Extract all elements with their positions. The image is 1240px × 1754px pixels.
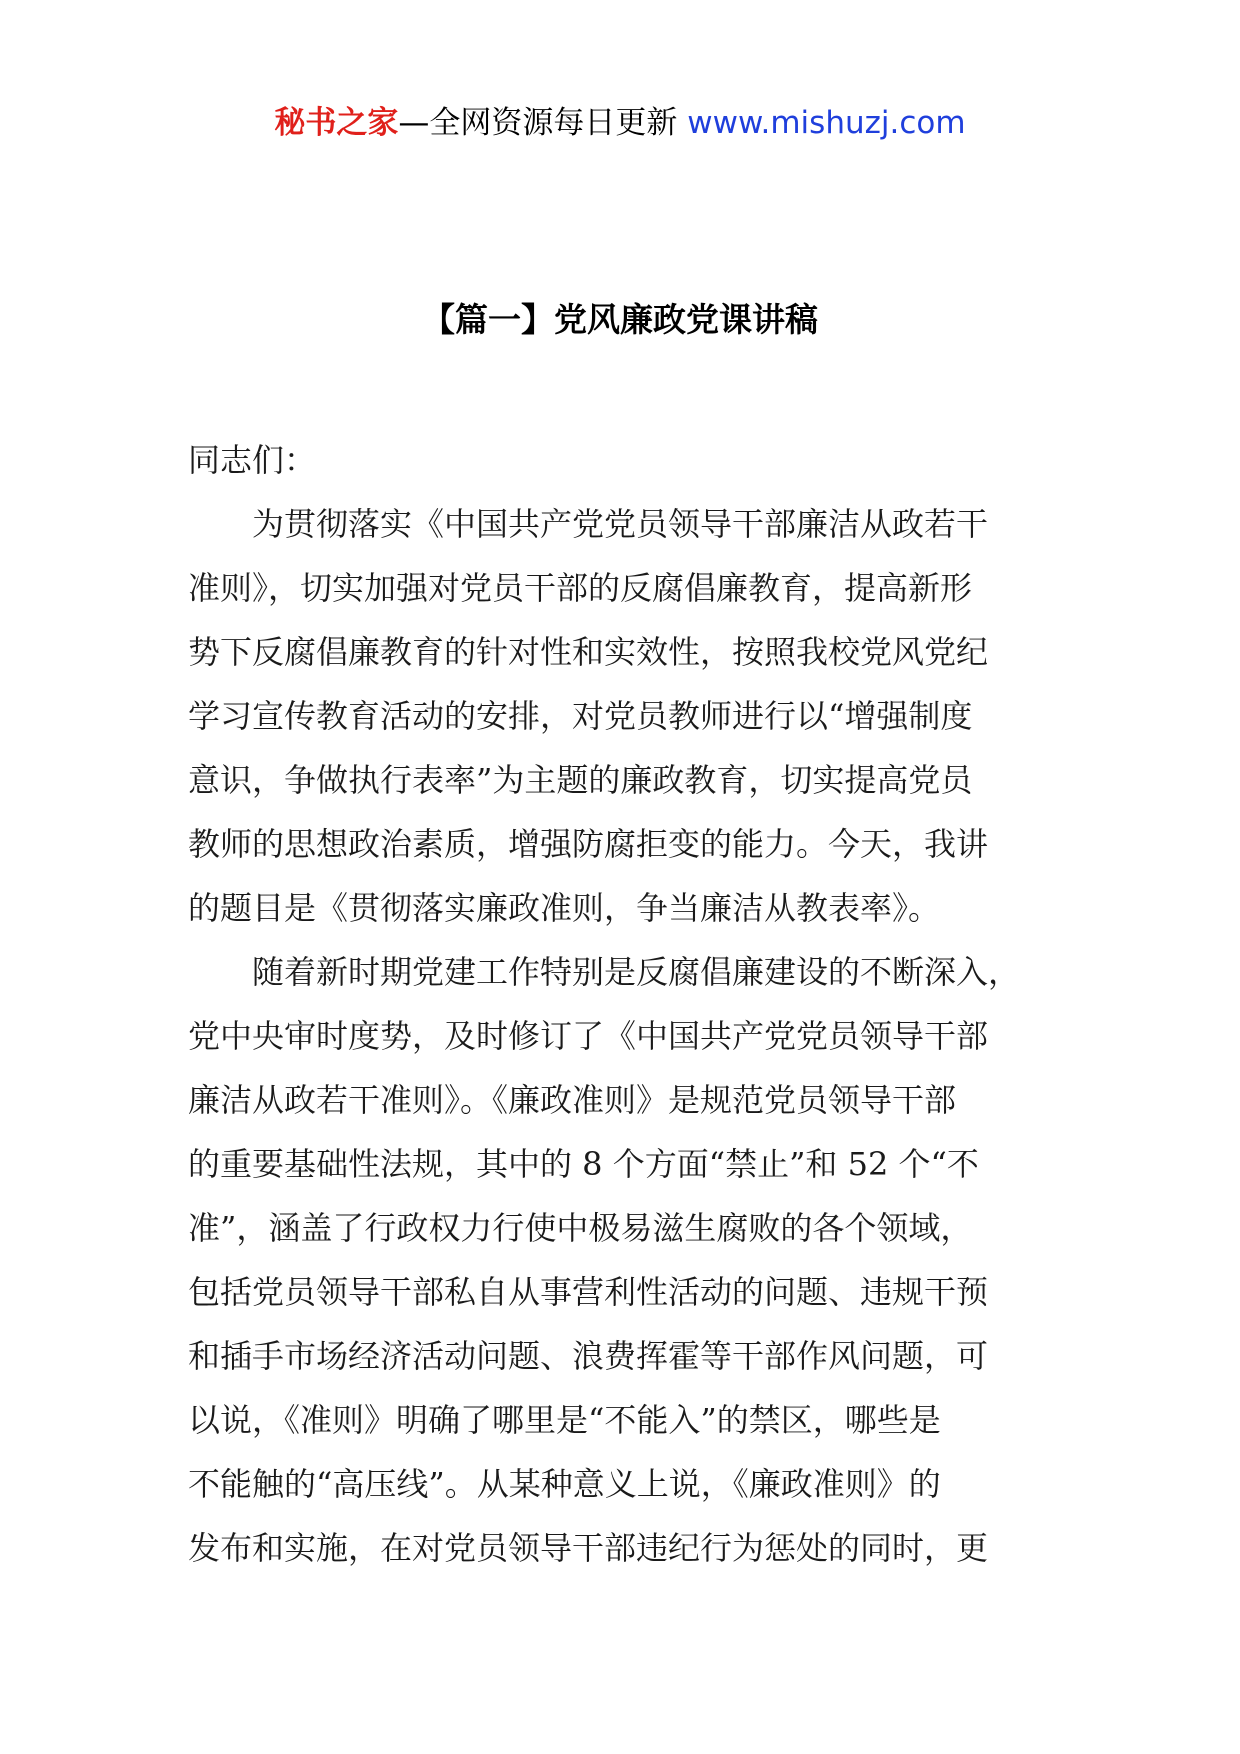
paragraph-line: 廉洁从政若干准则》。《廉政准则》是规范党员领导干部 bbox=[188, 1081, 957, 1119]
paragraph-line: 不能触的“高压线”。从某种意义上说，《廉政准则》的 bbox=[188, 1465, 941, 1503]
paragraph-line: 准则》，切实加强对党员干部的反腐倡廉教育，提高新形 bbox=[188, 569, 973, 607]
site-header bbox=[0, 100, 1240, 146]
paragraph-line: 党中央审时度势，及时修订了《中国共产党党员领导干部 bbox=[188, 1017, 989, 1055]
paragraph-line: 意识，争做执行表率”为主题的廉政教育，切实提高党员 bbox=[188, 761, 973, 799]
paragraph-line: 和插手市场经济活动问题、浪费挥霍等干部作风问题，可 bbox=[188, 1337, 989, 1375]
paragraph-line: 的重要基础性法规，其中的 8 个方面“禁止”和 52 个“不 bbox=[188, 1145, 979, 1183]
paragraph-line: 势下反腐倡廉教育的针对性和实效性，按照我校党风党纪 bbox=[188, 633, 989, 671]
paragraph-line: 的题目是《贯彻落实廉政准则，争当廉洁从教表率》。 bbox=[188, 889, 941, 927]
paragraph-line: 随着新时期党建工作特别是反腐倡廉建设的不断深入， bbox=[252, 953, 1021, 991]
site-name: 秘书之家 bbox=[274, 105, 399, 141]
site-tagline: —全网资源每日更新 bbox=[398, 105, 678, 141]
paragraph-line: 以说，《准则》明确了哪里是“不能入”的禁区，哪些是 bbox=[188, 1401, 941, 1439]
paragraph-line: 学习宣传教育活动的安排，对党员教师进行以“增强制度 bbox=[188, 697, 973, 735]
paragraph-line: 包括党员领导干部私自从事营利性活动的问题、违规干预 bbox=[188, 1273, 989, 1311]
document-body bbox=[188, 428, 1052, 1580]
paragraph-line: 准”，涵盖了行政权力行使中极易滋生腐败的各个领域， bbox=[188, 1209, 973, 1247]
paragraph-line: 教师的思想政治素质，增强防腐拒变的能力。今天，我讲 bbox=[188, 825, 989, 863]
salutation: 同志们： bbox=[188, 441, 317, 479]
paragraph-line: 发布和实施，在对党员领导干部违纪行为惩处的同时，更 bbox=[188, 1529, 989, 1567]
site-url-link[interactable]: www.mishuzj.com bbox=[687, 105, 966, 141]
document-title: 【篇一】党风廉政党课讲稿 bbox=[422, 300, 818, 339]
paragraph-line: 为贯彻落实《中国共产党党员领导干部廉洁从政若干 bbox=[252, 505, 989, 543]
